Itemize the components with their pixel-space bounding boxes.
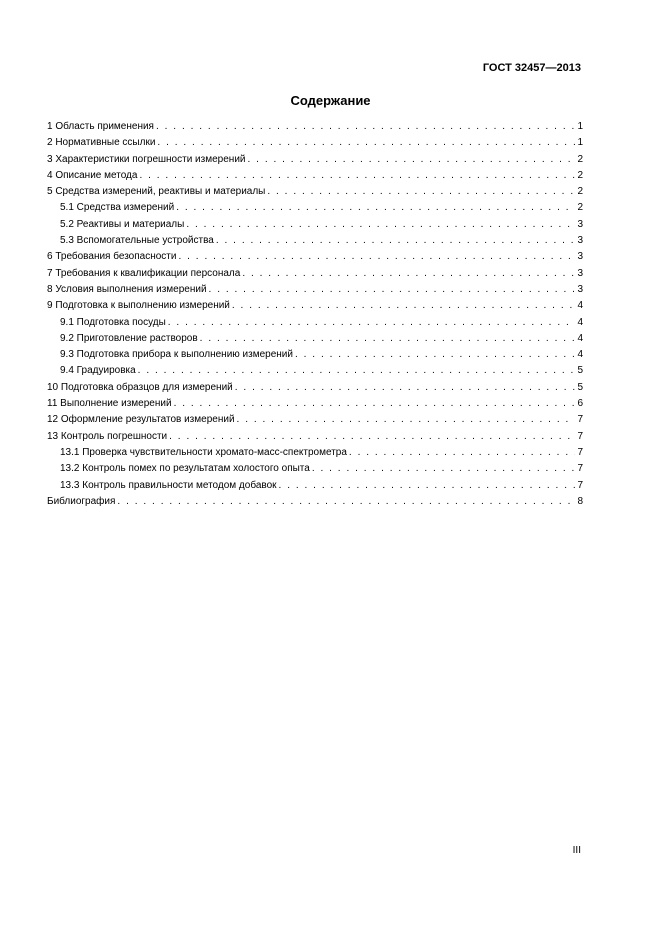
toc-entry-label: 12 Оформление результатов измерений: [47, 414, 235, 426]
toc-entry-page: 2: [577, 169, 583, 181]
toc-leader-dots: [138, 363, 575, 379]
toc-leader-dots: [279, 478, 575, 494]
toc-leader-dots: [349, 445, 575, 461]
toc-leader-dots: [157, 135, 575, 151]
toc-entry-page: 3: [577, 283, 583, 295]
toc-entry-page: 7: [577, 479, 583, 491]
toc-leader-dots: [117, 494, 575, 510]
toc-entry-label: 8 Условия выполнения измерений: [47, 283, 207, 295]
toc-entry[interactable]: [47, 380, 583, 396]
toc-leader-dots: [295, 347, 575, 363]
toc-entry-page: 5: [577, 365, 583, 377]
toc-entry[interactable]: [47, 119, 583, 135]
toc-entry-label: 13.2 Контроль помех по результатам холостого опыта: [60, 463, 310, 475]
toc-entry-page: 4: [577, 300, 583, 312]
toc-leader-dots: [232, 298, 575, 314]
toc-entry-label: 1 Область применения: [47, 121, 154, 132]
toc-title: Содержание: [290, 93, 371, 108]
toc-entry-page: 2: [577, 153, 583, 165]
toc-entry[interactable]: [47, 282, 583, 298]
toc-entry[interactable]: [47, 217, 583, 233]
toc-entry[interactable]: [47, 266, 583, 282]
toc-entry[interactable]: [47, 200, 583, 216]
toc-entry-page: 4: [577, 316, 583, 328]
table-of-contents: [47, 119, 583, 510]
toc-entry[interactable]: [47, 347, 583, 363]
toc-entry-label: 4 Описание метода: [47, 169, 138, 181]
toc-entry-page: 7: [577, 463, 583, 475]
toc-entry-page: 7: [577, 430, 583, 442]
toc-entry[interactable]: [47, 478, 583, 494]
toc-entry-page: 8: [577, 495, 583, 507]
toc-entry-label: 7 Требования к квалификации персонала: [47, 267, 241, 279]
toc-entry-page: 7: [577, 446, 583, 458]
toc-leader-dots: [168, 315, 575, 331]
toc-entry-label: 3 Характеристики погрешности измерений: [47, 153, 246, 165]
toc-entry-label: 13.1 Проверка чувствительности хромато-масс-спектрометра: [60, 446, 347, 458]
toc-entry[interactable]: [47, 396, 583, 412]
toc-leader-dots: [169, 429, 575, 445]
toc-entry-page: 1: [577, 121, 583, 132]
toc-leader-dots: [156, 119, 575, 135]
toc-entry-label: 13.3 Контроль правильности методом добавок: [60, 479, 277, 491]
toc-entry-page: 4: [577, 349, 583, 361]
toc-entry[interactable]: [47, 331, 583, 347]
toc-entry-label: 5.1 Средства измерений: [60, 202, 175, 214]
toc-entry-page: 7: [577, 414, 583, 426]
toc-entry[interactable]: [47, 249, 583, 265]
toc-entry-page: 3: [577, 251, 583, 263]
toc-entry-label: 5.3 Вспомогательные устройства: [60, 235, 214, 247]
toc-entry-page: 5: [577, 381, 583, 393]
toc-entry-label: 5 Средства измерений, реактивы и материалы: [47, 186, 266, 198]
toc-entry[interactable]: [47, 315, 583, 331]
toc-entry[interactable]: [47, 168, 583, 184]
toc-entry-label: 11 Выполнение измерений: [47, 398, 172, 410]
toc-entry-label: 9.3 Подготовка прибора к выполнению измерений: [60, 349, 293, 361]
toc-entry-label: 10 Подготовка образцов для измерений: [47, 381, 233, 393]
toc-entry[interactable]: [47, 363, 583, 379]
toc-leader-dots: [186, 217, 575, 233]
toc-entry-page: 4: [577, 332, 583, 344]
toc-entry-label: 9.2 Приготовление растворов: [60, 332, 198, 344]
toc-entry-label: 5.2 Реактивы и материалы: [60, 218, 185, 230]
document-code: ГОСТ 32457—2013: [482, 62, 581, 74]
toc-entry-page: 3: [577, 235, 583, 247]
toc-entry[interactable]: [47, 152, 583, 168]
toc-entry-page: 2: [577, 186, 583, 198]
toc-leader-dots: [312, 461, 575, 477]
toc-entry-page: 3: [577, 218, 583, 230]
toc-leader-dots: [237, 412, 575, 428]
toc-leader-dots: [242, 266, 575, 282]
toc-leader-dots: [139, 168, 575, 184]
toc-leader-dots: [200, 331, 575, 347]
toc-entry-page: 1: [577, 137, 583, 149]
page-number: III: [572, 845, 581, 856]
toc-leader-dots: [176, 200, 575, 216]
toc-entry[interactable]: [47, 184, 583, 200]
toc-leader-dots: [178, 249, 575, 265]
toc-leader-dots: [267, 184, 575, 200]
toc-entry[interactable]: [47, 494, 583, 510]
toc-entry[interactable]: [47, 461, 583, 477]
toc-entry[interactable]: [47, 412, 583, 428]
toc-entry-page: 2: [577, 202, 583, 214]
toc-entry[interactable]: [47, 233, 583, 249]
toc-entry-label: Библиография: [47, 495, 116, 507]
toc-entry[interactable]: [47, 429, 583, 445]
toc-leader-dots: [248, 152, 576, 168]
toc-entry-label: 9 Подготовка к выполнению измерений: [47, 300, 230, 312]
toc-entry[interactable]: [47, 298, 583, 314]
toc-entry-label: 13 Контроль погрешности: [47, 430, 168, 442]
toc-entry-label: 6 Требования безопасности: [47, 251, 177, 263]
toc-leader-dots: [174, 396, 575, 412]
toc-leader-dots: [235, 380, 575, 396]
toc-entry-label: 9.4 Градуировка: [60, 365, 136, 377]
toc-entry[interactable]: [47, 445, 583, 461]
toc-entry-page: 6: [577, 398, 583, 410]
toc-entry-page: 3: [577, 267, 583, 279]
toc-entry-label: 9.1 Подготовка посуды: [60, 316, 166, 328]
toc-entry[interactable]: [47, 135, 583, 151]
toc-entry-label: 2 Нормативные ссылки: [47, 137, 156, 149]
toc-leader-dots: [216, 233, 575, 249]
toc-leader-dots: [209, 282, 575, 298]
